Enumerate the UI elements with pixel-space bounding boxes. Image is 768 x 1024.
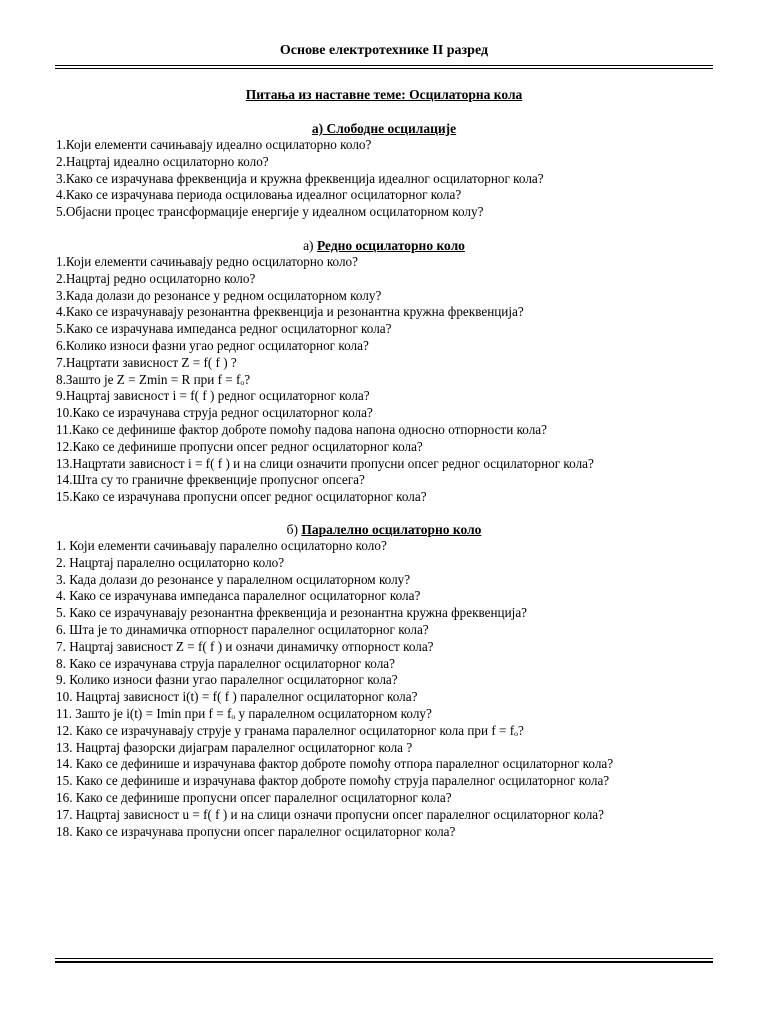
section-free-oscillations <box>56 120 736 221</box>
question-item: 4.Како се израчунава периода осциловања идеалног осцилаторног кола? <box>56 187 462 203</box>
question-item: 13. Нацртај фазорски дијаграм паралелног осцилаторног кола ? <box>56 739 413 755</box>
section-parallel-circuit <box>56 521 736 840</box>
question-item: 2. Нацртај паралелно осцилаторно коло? <box>56 554 285 570</box>
section-heading-prefix: б) <box>286 522 302 537</box>
question-item: 5.Како се израчунава импеданса редног осцилаторног кола? <box>56 321 392 337</box>
question-list <box>56 137 736 221</box>
question-item: 7.Нацртати зависност Z = f( f ) ? <box>56 354 237 370</box>
section-heading-text: а) Слободне осцилације <box>311 121 457 136</box>
question-item: 5.Објасни процес трансформације енергије у идеалном осцилаторном колу? <box>56 204 484 220</box>
question-item: 8. Како се израчунава струја паралелног осцилаторног кола? <box>56 655 395 671</box>
question-item: 1.Који елементи сачињавају редно осцилаторно коло? <box>56 254 359 269</box>
question-item: 15.Како се израчунава пропусни опсег редног осцилаторног кола? <box>56 489 427 505</box>
section-heading <box>56 521 712 538</box>
question-item: 10. Нацртај зависност i(t) = f( f ) паралелног осцилаторног кола? <box>56 689 418 705</box>
question-item: 18. Како се израчунава пропусни опсег паралелног осцилаторног кола? <box>56 823 456 839</box>
section-heading <box>56 120 712 137</box>
question-item: 2.Нацртај редно осцилаторно коло? <box>56 270 256 286</box>
footer-divider-top <box>55 958 713 959</box>
header-divider-top <box>55 65 713 66</box>
header-divider-bottom <box>55 68 713 69</box>
footer-divider-bottom <box>55 961 713 963</box>
question-item: 3. Када долази до резонансе у паралелном осцилаторном колу? <box>56 571 411 587</box>
question-item: 6. Шта је то динамичка отпорност паралелног осцилаторног кола? <box>56 621 429 637</box>
question-item: 12. Како се израчунавају струје у гранама паралелног осцилаторног кола при f = fₒ? <box>56 722 524 738</box>
question-item: 1. Који елементи сачињавају паралелно осцилаторно коло? <box>56 538 387 553</box>
question-item: 14. Како се дефинише и израчунава фактор доброте помоћу отпора паралелног осцилаторног кола? <box>56 756 614 772</box>
question-item: 4.Како се израчунавају резонантна фреквенција и резонантна кружна фреквенција? <box>56 304 524 320</box>
question-item: 3.Када долази до резонансе у редном осцилаторном колу? <box>56 287 382 303</box>
question-item: 8.Зашто је Z = Zmin = R при f = fₒ? <box>56 371 251 387</box>
question-item: 5. Како се израчунавају резонантна фреквенција и резонантна кружна фреквенција? <box>56 605 528 621</box>
question-item: 2.Нацртај идеално осцилаторно коло? <box>56 153 269 169</box>
question-item: 7. Нацртај зависност Z = f( f ) и означи динамичку отпорност кола? <box>56 638 434 654</box>
question-item: 4. Како се израчунава импеданса паралелног осцилаторног кола? <box>56 588 421 604</box>
question-item: 9.Нацртај зависност i = f( f ) редног осцилаторног кола? <box>56 388 370 404</box>
question-item: 16. Како се дефинише пропусни опсег паралелног осцилаторног кола? <box>56 789 452 805</box>
section-heading <box>56 237 712 254</box>
question-item: 3.Како се израчунава фреквенција и кружна фреквенција идеалног осцилаторног кола? <box>56 170 544 186</box>
question-item: 11.Како се дефинише фактор доброте помоћу падова напона односно отпорности кола? <box>56 421 548 437</box>
section-heading-title: Редно осцилаторно коло <box>316 238 465 253</box>
question-item: 10.Како се израчунава струја редног осцилаторног кола? <box>56 405 373 421</box>
question-item: 13.Нацртати зависност i = f( f ) и на слици означити пропусни опсег редног осцилаторног кола? <box>56 455 594 471</box>
page-header-title: Основе електротехнике II разред <box>279 43 489 58</box>
question-item: 12.Како се дефинише пропусни опсег редног осцилаторног кола? <box>56 438 423 454</box>
question-list <box>56 254 736 506</box>
question-item: 6.Колико износи фазни угао редног осцилаторног кола? <box>56 337 369 353</box>
question-item: 14.Шта су то граничне фреквенције пропусног опсега? <box>56 472 365 488</box>
section-heading-prefix: а) <box>303 238 317 253</box>
document-title: Питања из наставне теме: Осцилаторна кола <box>245 87 523 102</box>
section-heading-title: Паралелно осцилаторно коло <box>301 522 482 537</box>
question-item: 11. Зашто је i(t) = Imin при f = fₒ у паралелном осцилаторном колу? <box>56 705 432 721</box>
question-item: 1.Који елементи сачињавају идеално осцилаторно коло? <box>56 137 372 152</box>
question-list <box>56 538 736 840</box>
section-series-circuit <box>56 237 736 506</box>
question-item: 15. Како се дефинише и израчунава фактор доброте помоћу струја паралелног осцилаторног кола? <box>56 773 610 789</box>
question-item: 9. Колико износи фазни угао паралелног осцилаторног кола? <box>56 672 398 688</box>
question-item: 17. Нацртај зависност u = f( f ) и на слици означи пропусни опсег паралелног осцилаторног кола? <box>56 806 604 822</box>
